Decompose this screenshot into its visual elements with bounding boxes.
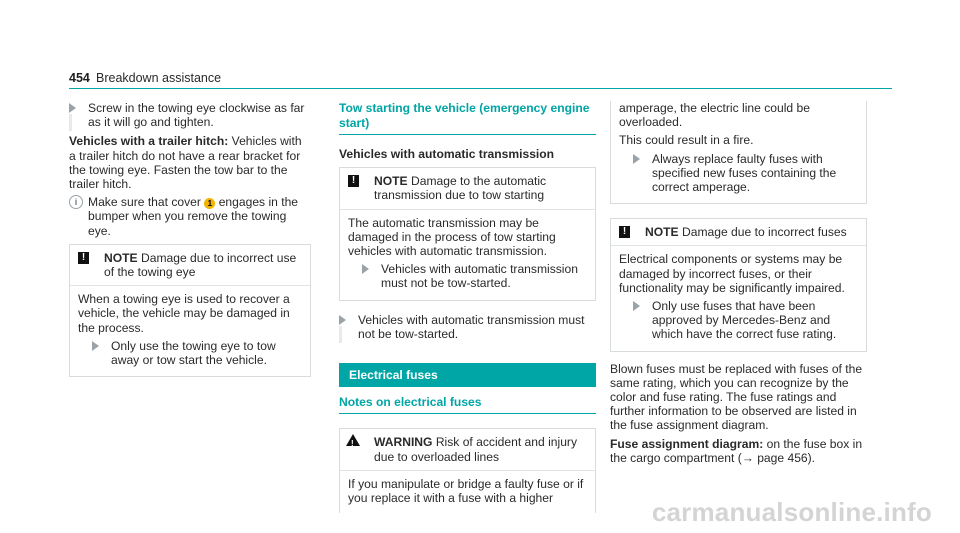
note-body: The automatic transmission may be damaged in the process of tow starting vehicles with automatic transmission. Vehicles with automatic transmission must not be tow-started.	[340, 210, 595, 300]
step-text: Screw in the towing eye clockwise as far as it will go and tighten.	[88, 101, 305, 130]
warning-box-continued: amperage, the electric line could be overloaded. This could result in a fire. Always replace faulty fuses with specified new fuses containing the correct amperage.	[610, 101, 867, 204]
exclamation-icon: !	[78, 252, 89, 264]
section-bar-electrical-fuses: Electrical fuses	[339, 363, 596, 387]
note-box	[339, 167, 596, 300]
step-arrow-icon	[92, 341, 99, 351]
step-arrow-icon	[362, 264, 369, 274]
info-icon: i	[69, 195, 83, 209]
fuse-assignment-paragraph: Fuse assignment diagram: on the fuse box in the cargo compartment (→ page 456).	[610, 436, 863, 465]
info-note: i Make sure that cover 1 engages in the bumper when you remove the towing eye.	[69, 195, 311, 238]
page-number: 454	[69, 71, 90, 85]
note-box	[69, 244, 311, 377]
warning-box	[339, 428, 596, 513]
sub-heading: Notes on electrical fuses	[339, 395, 482, 410]
note-header: ! NOTE Damage due to incorrect fuses	[611, 219, 866, 246]
instruction-step: Always replace faulty fuses with specified new fuses containing the correct amperage.	[619, 152, 858, 195]
instruction-step: Only use fuses that have been approved by Mercedes-Benz and which have the correct fuse rating.	[619, 299, 858, 342]
section-rule	[339, 134, 596, 135]
step-arrow-icon	[69, 103, 76, 113]
trailer-label: Vehicles with a trailer hitch:	[69, 134, 229, 149]
step-arrow-icon	[339, 315, 346, 325]
header-rule	[69, 88, 892, 89]
step-arrow-icon	[633, 301, 640, 311]
instruction-step: Only use the towing eye to tow away or tow start the vehicle.	[78, 339, 302, 367]
note-header: ! NOTE Damage due to incorrect use of the towing eye	[70, 245, 310, 286]
page-reference-link[interactable]: → page 456	[741, 450, 808, 465]
column-3	[610, 101, 867, 469]
instruction-step: Vehicles with automatic transmission must not be tow-started.	[339, 313, 596, 341]
note-box	[610, 218, 867, 351]
note-body: When a towing eye is used to recover a vehicle, the vehicle may be damaged in the process. Only use the towing eye to tow away or tow start the vehicle.	[70, 286, 310, 376]
sub-title: Vehicles with automatic transmission	[339, 147, 555, 161]
instruction-step	[69, 101, 311, 129]
sub-heading-rule	[339, 413, 596, 414]
note-body: Electrical components or systems may be damaged by incorrect fuses, or their functionality may be significantly impaired. Only use fuses that have been approved by Mercedes-Benz and which have the correct fuse rating.	[611, 246, 866, 350]
warning-body: If you manipulate or bridge a faulty fuse or if you replace it with a fuse with a higher	[348, 476, 584, 506]
column-2	[339, 101, 596, 513]
trailer-text: Vehicles with a trailer hitch do not have a rear bracket for the towing eye. Fasten the tow bar to the trailer hitch.	[69, 134, 302, 192]
column-1	[69, 101, 311, 387]
instruction-step: Vehicles with automatic transmission must not be tow-started.	[348, 262, 587, 290]
trailer-paragraph	[69, 134, 311, 191]
step-arrow-icon	[633, 154, 640, 164]
note-header: ! NOTE Damage to the automatic transmission due to tow starting	[340, 168, 595, 209]
callout-number-icon: 1	[204, 198, 215, 209]
exclamation-icon: !	[619, 226, 630, 238]
section-title: Tow starting the vehicle (emergency engine start)	[339, 101, 590, 130]
page-header-title: Breakdown assistance	[96, 71, 222, 85]
warning-header: ! WARNING Risk of accident and injury due to overloaded lines	[340, 429, 595, 470]
exclamation-icon: !	[348, 175, 359, 187]
site-logo: carmanualsonline.info	[651, 497, 932, 527]
fuse-paragraph: Blown fuses must be replaced with fuses of the same rating, which you can recognize by the color and fuse rating. The fuse ratings and further information to be observed are listed in the fuse assignment diagram.	[610, 361, 863, 433]
